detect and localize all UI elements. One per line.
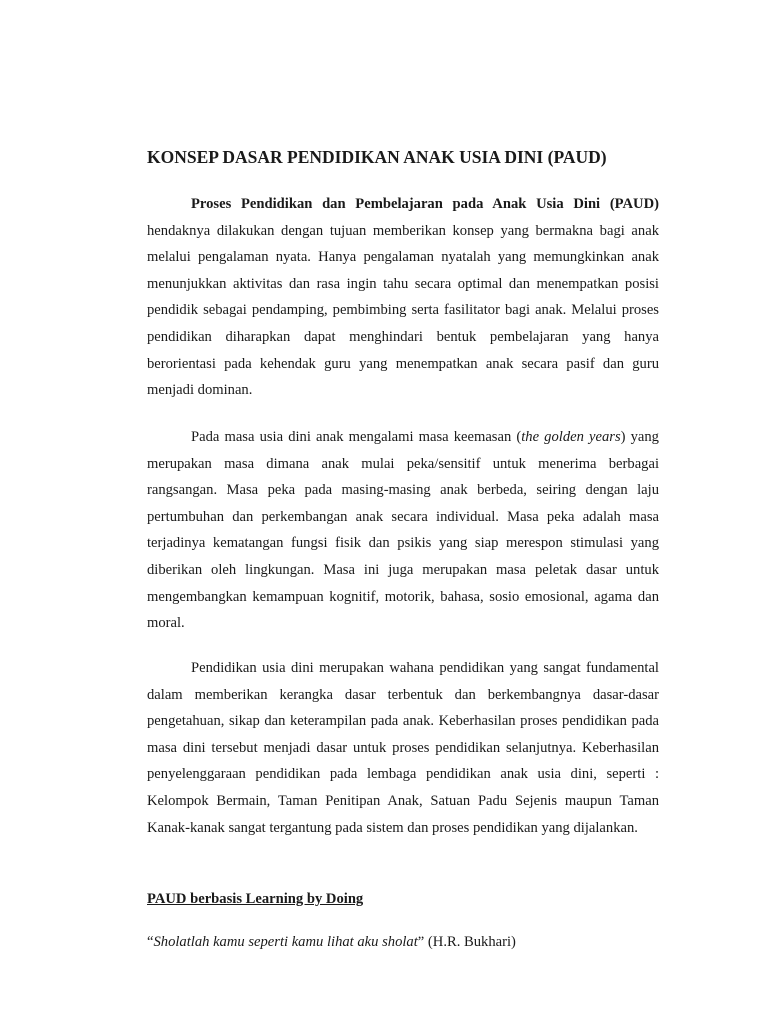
section-heading: PAUD berbasis Learning by Doing [147,891,364,907]
paragraph-2-after: ) yang merupakan masa dimana anak mulai peka/sensitif untuk menerima berbagai rangsangan. Masa peka pada masing-masing anak berbeda, seiring dengan laju pertumbuhan dan perkembangan anak secara individual. Masa peka adalah masa terjadinya kematangan fungsi fisik dan psikis yang siap merespon stimulasi yang diberikan oleh lingkungan. Masa ini juga merupakan masa peletak dasar untuk mengembangkan kemampuan kognitif, motorik, bahasa, sosio emosional, agama dan moral. [147,429,659,632]
quote-text: Sholatlah kamu seperti kamu lihat aku sholat [153,934,418,950]
quote-close-mark: ” [417,934,425,950]
paragraph-1-body: hendaknya dilakukan dengan tujuan memberikan konsep yang bermakna bagi anak melalui pengalaman nyata. Hanya pengalaman nyatalah yang memungkinkan anak menunjukkan aktivitas dan rasa ingin tahu secara optimal dan menempatkan posisi pendidik sebagai pendamping, pembimbing serta fasilitator bagi anak. Melalui proses pendidikan diharapkan dapat menghindari bentuk pembelajaran yang hanya berorientasi pada kehendak guru yang menempatkan anak secara pasif dan guru menjadi dominan. [147,222,659,399]
paragraph-2-before: Pada masa usia dini anak mengalami masa keemasan ( [191,429,522,445]
paragraph-2-italic: the golden years [521,429,621,445]
paragraph-1-lead: Proses Pendidikan dan Pembelajaran pada Anak Usia Dini (PAUD) [191,196,659,212]
document-title: KONSEP DASAR PENDIDIKAN ANAK USIA DINI (PAUD) [147,147,607,167]
hadith-quote [147,931,516,953]
paragraph-1 [147,191,659,404]
paragraph-3-body: Pendidikan usia dini merupakan wahana pendidikan yang sangat fundamental dalam memberikan kerangka dasar terbentuk dan berkembangnya dasar-dasar pengetahuan, sikap dan keterampilan pada anak. Keberhasilan proses pendidikan pada masa dini tersebut menjadi dasar untuk proses pendidikan selanjutnya. Keberhasilan penyelenggaraan pendidikan pada lembaga pendidikan anak usia dini, seperti : Kelompok Bermain, Taman Penitipan Anak, Satuan Padu Sejenis maupun Taman Kanak-kanak sangat tergantung pada sistem dan proses pendidikan yang dijalankan. [147,660,659,836]
paragraph-3 [147,655,659,841]
quote-open-mark: “ [147,934,154,950]
paragraph-2 [147,424,659,637]
quote-source: (H.R. Bukhari) [424,934,516,950]
